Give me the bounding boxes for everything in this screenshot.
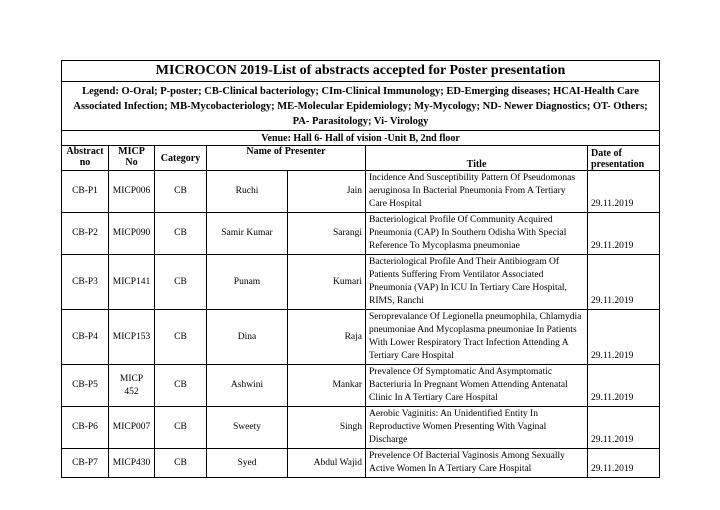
- table-row: [62, 407, 660, 449]
- legend-text: Legend: O-Oral; P-poster; CB-Clinical bacteriology; CIm-Clinical Immunology; ED-Emerging diseases; HCAI-Health Care Associated Infection; MB-Mycobacteriology; ME-Molecular Epidemiology; My-Mycology; ND- Newer Diagnostics; OT- Others; PA- Parasitology; Vi- Virology: [62, 82, 660, 131]
- category-cell: CB: [155, 407, 207, 449]
- column-header-date: Date of presentation: [588, 146, 660, 171]
- table-row: [62, 449, 660, 478]
- category-cell: CB: [155, 365, 207, 407]
- micp-no-cell: MICP007: [109, 407, 155, 449]
- abstract-no-cell: CB-P4: [62, 310, 109, 365]
- title-cell: Bacteriological Profile Of Community Acquired Pneumonia (CAP) In Southern Odisha With Special Reference To Mycoplasma pneumoniae: [366, 213, 588, 255]
- table-row: [62, 365, 660, 407]
- abstracts-document: [61, 60, 659, 478]
- abstract-no-cell: CB-P1: [62, 171, 109, 213]
- micp-no-cell: MICP153: [109, 310, 155, 365]
- presenter-first-name-cell: Ashwini: [207, 365, 288, 407]
- presenter-last-name-cell: Abdul Wajid: [288, 449, 366, 478]
- presenter-last-name-cell: Mankar: [288, 365, 366, 407]
- date-cell: 29.11.2019: [588, 213, 660, 255]
- title-cell: Aerobic Vaginitis: An Unidentified Entity In Reproductive Women Presenting With Vaginal Discharge: [366, 407, 588, 449]
- abstract-no-cell: CB-P6: [62, 407, 109, 449]
- abstract-no-cell: CB-P2: [62, 213, 109, 255]
- abstract-no-cell: CB-P5: [62, 365, 109, 407]
- micp-no-cell: MICP430: [109, 449, 155, 478]
- column-header-abstract-no: Abstract no: [62, 146, 109, 171]
- category-cell: CB: [155, 213, 207, 255]
- micp-no-cell: MICP 452: [109, 365, 155, 407]
- presenter-first-name-cell: Dina: [207, 310, 288, 365]
- date-cell: 29.11.2019: [588, 365, 660, 407]
- table-row: [62, 255, 660, 310]
- date-cell: 29.11.2019: [588, 449, 660, 478]
- date-cell: 29.11.2019: [588, 407, 660, 449]
- presenter-last-name-cell: Singh: [288, 407, 366, 449]
- category-cell: CB: [155, 171, 207, 213]
- title-cell: Bacteriological Profile And Their Antibiogram Of Patients Suffering From Ventilator Associated Pneumonia (VAP) In ICU In Tertiary Care Hospital, RIMS, Ranchi: [366, 255, 588, 310]
- date-cell: 29.11.2019: [588, 171, 660, 213]
- presenter-first-name-cell: Syed: [207, 449, 288, 478]
- category-cell: CB: [155, 255, 207, 310]
- date-cell: 29.11.2019: [588, 310, 660, 365]
- date-cell: 29.11.2019: [588, 255, 660, 310]
- presenter-first-name-cell: Punam: [207, 255, 288, 310]
- presenter-last-name-cell: Raja: [288, 310, 366, 365]
- title-cell: Incidence And Susceptibility Pattern Of Pseudomonas aeruginosa In Bacterial Pneumonia From A Tertiary Care Hospital: [366, 171, 588, 213]
- title-cell: Seroprevalance Of Legionella pneumophila, Chlamydia pneumoniae And Mycoplasma pneumoniae In Patients With Lower Respiratory Tract Infection Attending A Tertiary Care Hospital: [366, 310, 588, 365]
- presenter-first-name-cell: Sweety: [207, 407, 288, 449]
- table-row: [62, 171, 660, 213]
- category-cell: CB: [155, 310, 207, 365]
- micp-no-cell: MICP141: [109, 255, 155, 310]
- title-cell: Prevalence Of Symptomatic And Asymptomatic Bacteriuria In Pregnant Women Attending Antenatal Clinic In A Tertiary Care Hospital: [366, 365, 588, 407]
- micp-no-cell: MICP006: [109, 171, 155, 213]
- presenter-last-name-cell: Sarangi: [288, 213, 366, 255]
- table-row: [62, 310, 660, 365]
- presenter-last-name-cell: Kumari: [288, 255, 366, 310]
- document-heading: MICROCON 2019-List of abstracts accepted for Poster presentation: [62, 61, 660, 82]
- column-header-title: Title: [366, 146, 588, 171]
- abstracts-table: [61, 60, 660, 478]
- category-cell: CB: [155, 449, 207, 478]
- column-header-micp-no: MICP No: [109, 146, 155, 171]
- table-row: [62, 213, 660, 255]
- venue-text: Venue: Hall 6- Hall of vision -Unit B, 2nd floor: [62, 131, 660, 146]
- column-header-presenter: Name of Presenter: [207, 146, 366, 171]
- presenter-last-name-cell: Jain: [288, 171, 366, 213]
- presenter-first-name-cell: Ruchi: [207, 171, 288, 213]
- micp-no-cell: MICP090: [109, 213, 155, 255]
- abstract-no-cell: CB-P3: [62, 255, 109, 310]
- column-header-category: Category: [155, 146, 207, 171]
- title-cell: Prevelence Of Bacterial Vaginosis Among Sexually Active Women In A Tertiary Care Hospital: [366, 449, 588, 478]
- presenter-first-name-cell: Samir Kumar: [207, 213, 288, 255]
- abstract-no-cell: CB-P7: [62, 449, 109, 478]
